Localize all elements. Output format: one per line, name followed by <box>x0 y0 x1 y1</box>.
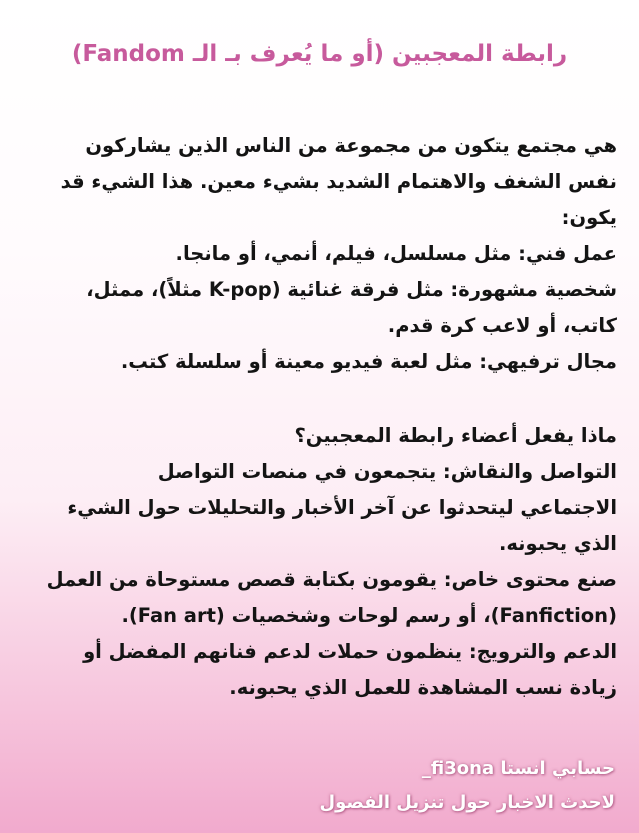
definition-paragraph <box>17 128 617 380</box>
text-line: الاجتماعي ليتحدثوا عن آخر الأخبار والتحليلات حول الشيء <box>67 496 617 519</box>
activities-paragraph <box>17 418 617 706</box>
text-line: عمل فني: مثل مسلسل، فيلم، أنمي، أو مانجا. <box>175 242 617 265</box>
text-line: الذي يحبونه. <box>498 532 617 555</box>
text-line: كاتب، أو لاعب كرة قدم. <box>387 314 617 337</box>
page-title: رابطة المعجبين (أو ما يُعرف بـ الـ Fandom) <box>71 41 568 67</box>
instagram-handle: حسابي انستا fi3ona_ <box>421 758 615 779</box>
instagram-footer <box>215 752 615 820</box>
text-line: زيادة نسب المشاهدة للعمل الذي يحبونه. <box>229 676 617 699</box>
article-body <box>17 128 617 706</box>
text-line: مجال ترفيهي: مثل لعبة فيديو معينة أو سلسلة كتب. <box>120 350 617 373</box>
chapter-updates-note: لاحدث الاخبار حول تنزيل الفصول <box>319 792 615 813</box>
text-line: التواصل والنقاش: يتجمعون في منصات التواصل <box>157 460 617 483</box>
text-line: (Fanfiction)، أو رسم لوحات وشخصيات (Fan art). <box>121 604 617 627</box>
text-line: الدعم والترويج: ينظمون حملات لدعم فنانهم المفضل أو <box>83 640 617 663</box>
text-line: هي مجتمع يتكون من مجموعة من الناس الذين يشاركون <box>85 134 617 157</box>
text-line: شخصية مشهورة: مثل فرقة غنائية (K-pop مثلاً)، ممثل، <box>86 278 617 301</box>
paragraph-spacer <box>17 380 617 418</box>
text-line: صنع محتوى خاص: يقومون بكتابة قصص مستوحاة من العمل <box>46 568 617 591</box>
section-heading: ماذا يفعل أعضاء رابطة المعجبين؟ <box>294 424 617 447</box>
text-line: يكون: <box>561 206 617 229</box>
text-line: نفس الشغف والاهتمام الشديد بشيء معين. هذا الشيء قد <box>60 170 617 193</box>
